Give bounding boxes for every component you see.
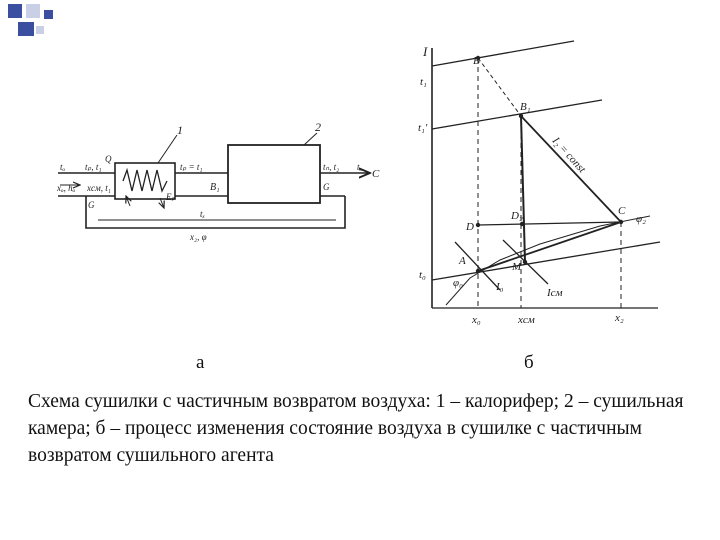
recirc-moisture-label: x₂, φ [190,232,207,242]
outlet-temp-label: tₒ [357,162,363,172]
t1-label: t₁ [420,76,427,88]
point-d [476,223,480,227]
preheat-temp-label: tₚ, t₁ [85,162,102,172]
point-c-label: C [618,205,626,217]
process-b1-c [521,116,621,222]
heater-q-label: Q [105,154,112,164]
line-b1-m [521,116,525,262]
point-m [523,260,527,264]
point-c [619,220,623,224]
ix-points [476,56,623,273]
point-d2-label: D₂ [511,210,523,222]
leader-1 [158,135,177,163]
heater-out-label: tₚ = t₁ [180,162,203,172]
i2-const-label: I₂ = const [549,134,588,176]
mixing-line [478,222,621,271]
point-d-label: D [466,221,474,233]
leader-2 [304,133,317,145]
ix-diagram [432,41,660,308]
callout-2: 2 [315,120,321,134]
isotherm-t1 [432,41,574,66]
dash-b-b1 [478,58,521,116]
t1p-label: t₁' [418,122,428,134]
point-b1-label: B₁ [210,182,220,193]
point-b-label: B [473,55,480,67]
axis-i-label: I [423,44,428,59]
point-m-label: M [512,261,522,273]
drying-chamber [228,145,320,203]
t0-label: t₀ [419,269,426,281]
heater-g-label: G [88,200,95,210]
x2-label: x₂ [615,312,624,324]
callout-1: 1 [177,123,183,137]
inlet-moisture-label: xₒ, hₒ [57,183,76,193]
chamber-temp-label: tₙ, t₂ [323,162,340,172]
ix-labels [418,44,646,326]
heater-coil [123,170,167,191]
schematic-labels [56,120,380,242]
label-b: б [524,352,534,373]
recirculation-loop [86,196,345,228]
point-a [476,269,480,273]
isotherm-t1-prime [432,100,602,129]
heater-e-label: Eₚ [166,192,176,202]
i0-label: I₀ [496,281,504,293]
recirc-temp-label: tₓ [200,209,206,219]
outlet-c-label: C [372,168,380,180]
point-d2 [520,222,524,226]
chamber-g-label: G [323,182,330,192]
line-d [478,222,621,225]
figure-caption: Схема сушилки с частичным возвратом воздуха: 1 – калорифер; 2 – сушильная камера; б – процесс изменения состояние воздуха в сушилке с частичным возвратом сушильного агента [28,391,684,466]
xcm-label: xсм [518,314,535,326]
point-b1 [519,114,523,118]
inlet-temp-label: tₒ [60,162,66,172]
phi0-label: φ₀ [453,277,463,289]
icm-label: Iсм [547,287,563,299]
point-b1-label: B₁ [520,101,531,113]
point-a-label: A [459,255,466,267]
phi2-label: φ₂ [636,213,646,225]
mix-moisture-label: xcм, t₁ [87,183,111,193]
x0-label: x₀ [472,314,481,326]
heater-arrow-in [126,196,130,206]
dryer-schematic [58,133,370,228]
label-a: а [196,352,205,373]
